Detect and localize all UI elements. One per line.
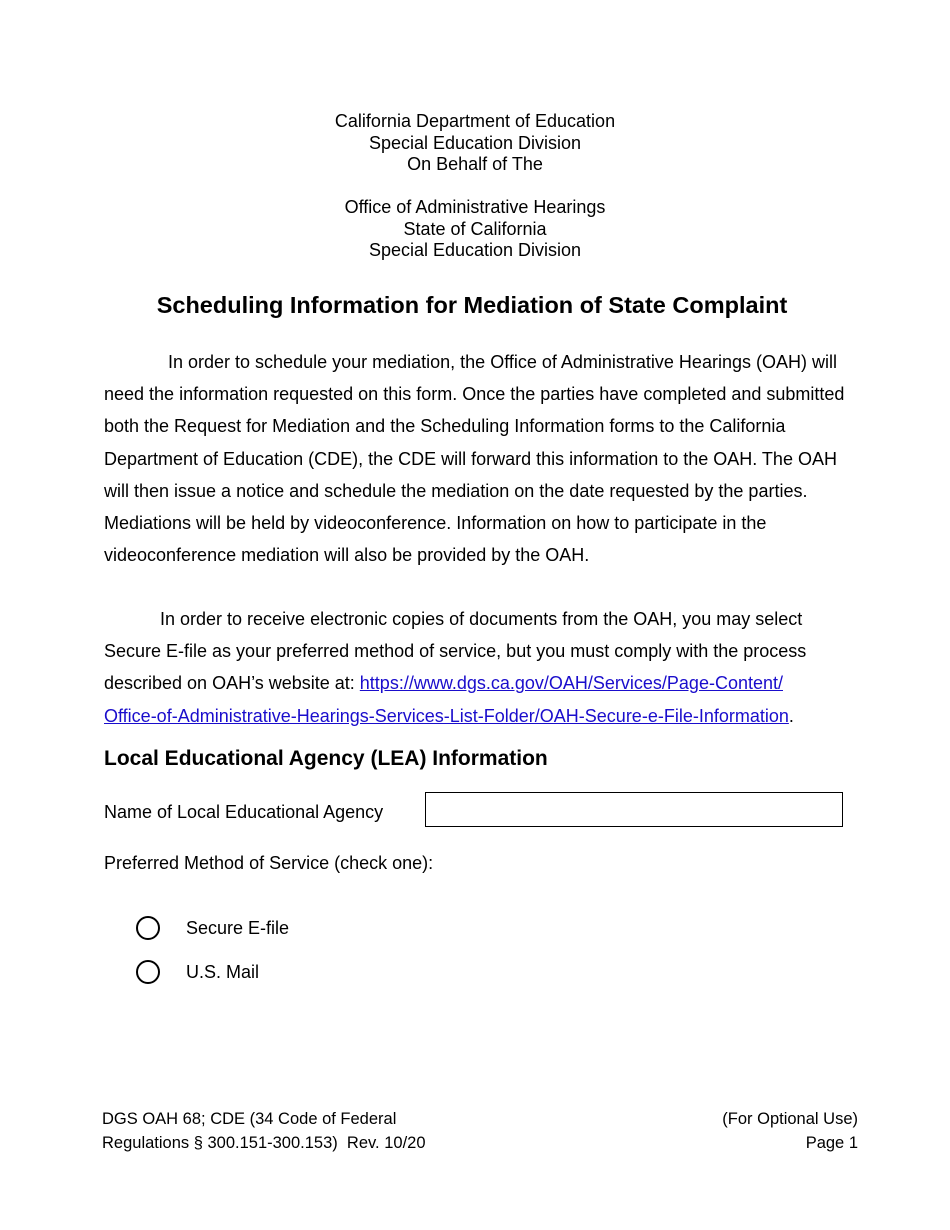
- office-header: [0, 197, 950, 262]
- agency-line: California Department of Education: [334, 111, 616, 131]
- agency-line: Special Education Division: [368, 132, 582, 153]
- footer-form-citation: [102, 1108, 426, 1155]
- lea-name-input[interactable]: [425, 792, 843, 827]
- service-method-label: Preferred Method of Service (check one):: [104, 853, 434, 873]
- intro-paragraph: [104, 346, 864, 571]
- service-paragraph: [104, 603, 864, 732]
- page-title: Scheduling Information for Mediation of State Complaint: [156, 292, 788, 318]
- option-secure-efile[interactable]: [136, 913, 289, 943]
- office-line: Office of Administrative Hearings: [344, 197, 606, 217]
- lea-section-heading: Local Educational Agency (LEA) Information: [104, 747, 548, 770]
- us-mail-label: U.S. Mail: [186, 962, 260, 982]
- agency-header: [0, 111, 950, 176]
- intro-paragraph-text: In order to schedule your mediation, the Office of Administrative Hearings (OAH) will need the information requested on this form. Once the parties have completed and submitted both the Request for Mediation and the Scheduling Information forms to the California Department of Education (CDE), the CDE will forward this information to the OAH. The OAH will then issue a notice and schedule the mediation on the date requested by the parties. Mediations will be held by videoconference. Information on how to participate in the videoconference mediation will also be provided by the OAH.: [104, 352, 845, 566]
- link-text-part1: https://www.dgs.ca.gov/OAH/Services/Page-Content/: [359, 673, 783, 694]
- agency-line: On Behalf of The: [407, 154, 543, 174]
- service-paragraph-text: In order to receive electronic copies of documents from the OAH, you may select Secure E-file as your preferred method of service, but you must comply with the process described on OAH’s website at:: [104, 609, 807, 694]
- option-us-mail[interactable]: [136, 957, 259, 987]
- footer-left-line: DGS OAH 68; CDE (34 Code of Federal: [102, 1110, 397, 1128]
- service-paragraph-end: .: [788, 705, 794, 726]
- footer-optional-use: (For Optional Use): [722, 1110, 858, 1128]
- office-line: State of California: [403, 218, 547, 239]
- secure-efile-radio[interactable]: [136, 916, 160, 940]
- us-mail-radio[interactable]: [136, 960, 160, 984]
- office-line: Special Education Division: [368, 240, 582, 260]
- footer-left-line: Regulations § 300.151-300.153) Rev. 10/20: [102, 1133, 426, 1152]
- link-text-part2: Office-of-Administrative-Hearings-Services-List-Folder/OAH-Secure-e-File-Information: [104, 705, 789, 726]
- page-number: Page 1: [805, 1133, 858, 1152]
- footer-page-info: [722, 1108, 858, 1155]
- secure-efile-label: Secure E-file: [186, 918, 290, 938]
- lea-name-label: Name of Local Educational Agency: [104, 802, 384, 822]
